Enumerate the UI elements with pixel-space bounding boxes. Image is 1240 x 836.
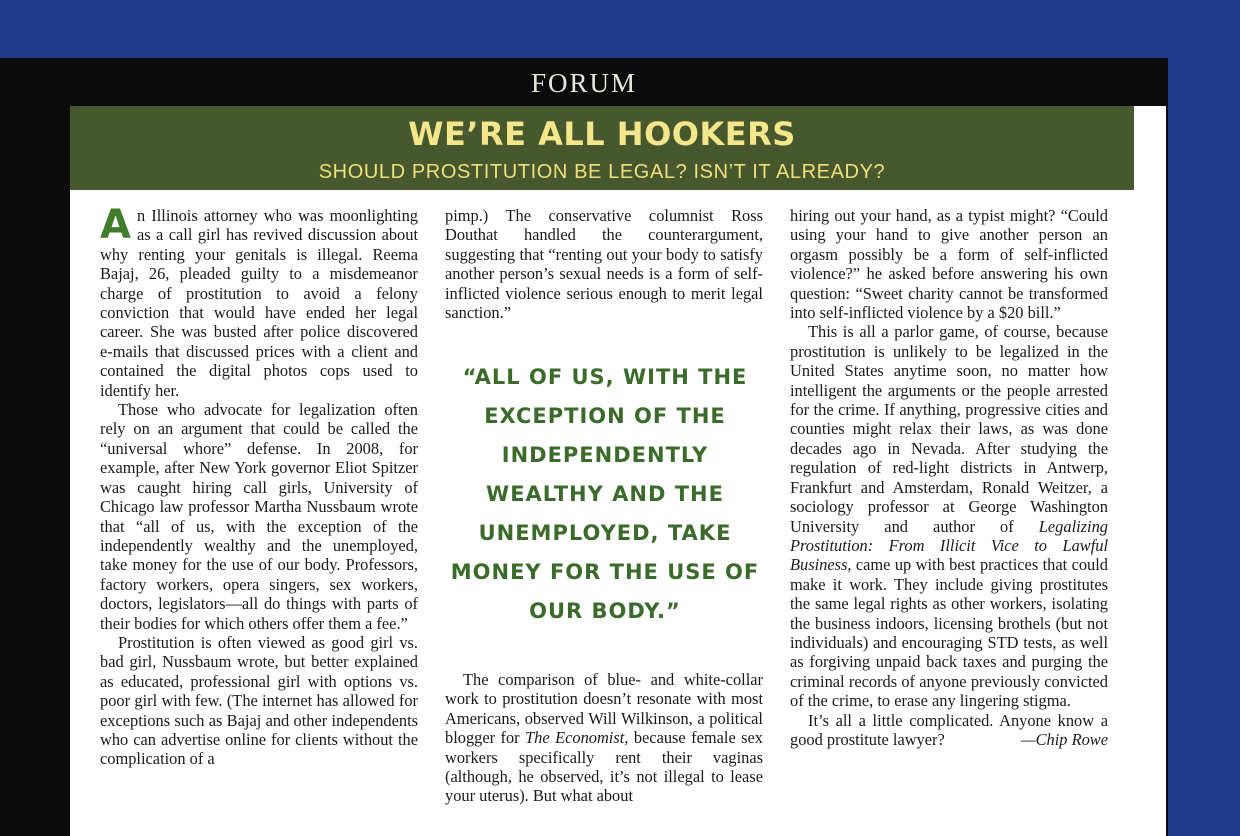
paragraph-1-text: n Illinois attorney who was moonlighting as a call girl has revived discussion about why renting your genitals is illegal. Reema Bajaj, 26, pleaded guilty to a misdemeanor charge of prostitution to avoid a felony conviction that would have ended her legal career. She was busted after police discovered e-mails that discussed prices with a client and contained the digital photos cops used to identify her. [100,206,418,400]
paragraph-col3-3 [790,711,1108,750]
text-run: This is all a parlor game, of course, because prostitution is unlikely to be legalized in the United States anytime soon, no matter how intelligent the arguments or the people arrested for the crime. If anything, progressive cities and counties might relax their laws, as was done decades ago in Nevada. After studying the regulation of red-light districts in Antwerp, Frankfurt and Amsterdam, Ronald Weitzer, a sociology professor at George Washington University and author of [790,322,1108,536]
book-title: Legalizing Prostitution: From Illicit Vice to Lawful Business, [790,516,1108,575]
paragraph-col2-bottom [445,670,763,806]
text-run: It’s all a little complicated. Anyone know a good prostitute lawyer? [790,710,1108,749]
drop-cap: A [100,202,131,248]
pull-quote: “ALL OF US, WITH THE EXCEPTION OF THE INDEPENDENTLY WEALTHY AND THE UNEMPLOYED, TAKE MONEY FOR THE USE OF OUR BODY.” [450,365,760,623]
column-3 [790,206,1108,749]
publication-title: The Economist, [525,728,629,748]
text-run: The comparison of blue- and white-collar work to prostitution doesn’t resonate with most Americans, observed Will Wilkinson, a political blogger for [445,670,763,748]
paragraph-3: Prostitution is often viewed as good girl vs. bad girl, Nussbaum wrote, but better explained as educated, professional girl with options vs. poor girl with few. (The internet has allowed for exceptions such as Bajaj and other independents who can advertise online for clients without the complication of a [100,632,418,769]
column-1 [100,202,418,769]
paragraph-col2-top: pimp.) The conservative columnist Ross Douthat handled the counterargument, suggesting that “renting out your body to satisfy another person’s sexual needs is a form of self-inflicted violence serious enough to merit legal sanction.” [445,206,763,323]
author-byline: —Chip Rowe [1021,729,1108,749]
column-2-top [445,206,763,322]
column-2-bottom [445,670,763,806]
section-label: FORUM [530,68,638,98]
paragraph-1 [100,202,418,400]
paragraph-col3-1: hiring out your hand, as a typist might? “Could using your hand to give another person an orgasm possibly be a form of self-inflicted violence?” he asked before answering his own question: “Sweet charity cannot be transformed into self-inflicted violence by a $20 bill.” [790,206,1108,323]
paragraph-col3-2 [790,322,1108,710]
paragraph-2: Those who advocate for legalization often rely on an argument that could be called the “universal whore” defense. In 2008, for example, after New York governor Eliot Spitzer was caught hiring call girls, University of Chicago law professor Martha Nussbaum wrote that “all of us, with the exception of the independently wealthy and the unemployed, take money for the use of our body. Professors, factory workers, opera singers, sex workers, doctors, legislators—all do things with parts of their bodies for which others offer them a fee.” [100,400,418,633]
text-run: because female sex workers specifically rent their vaginas (although, he observed, it’s not illegal to lease your uterus). But what about [445,728,763,806]
text-run: came up with best practices that could make it work. They include giving prostitutes the same legal rights as other workers, isolating the business indoors, licensing brothels (but not individuals) and encouraging STD tests, as well as forgiving unpaid back taxes and purging the criminal records of anyone previously convicted of the crime, to erase any lingering stigma. [790,555,1108,711]
article-subheadline: SHOULD PROSTITUTION BE LEGAL? ISN’T IT ALREADY? [318,161,886,183]
article-headline: WE’RE ALL HOOKERS [408,115,796,153]
